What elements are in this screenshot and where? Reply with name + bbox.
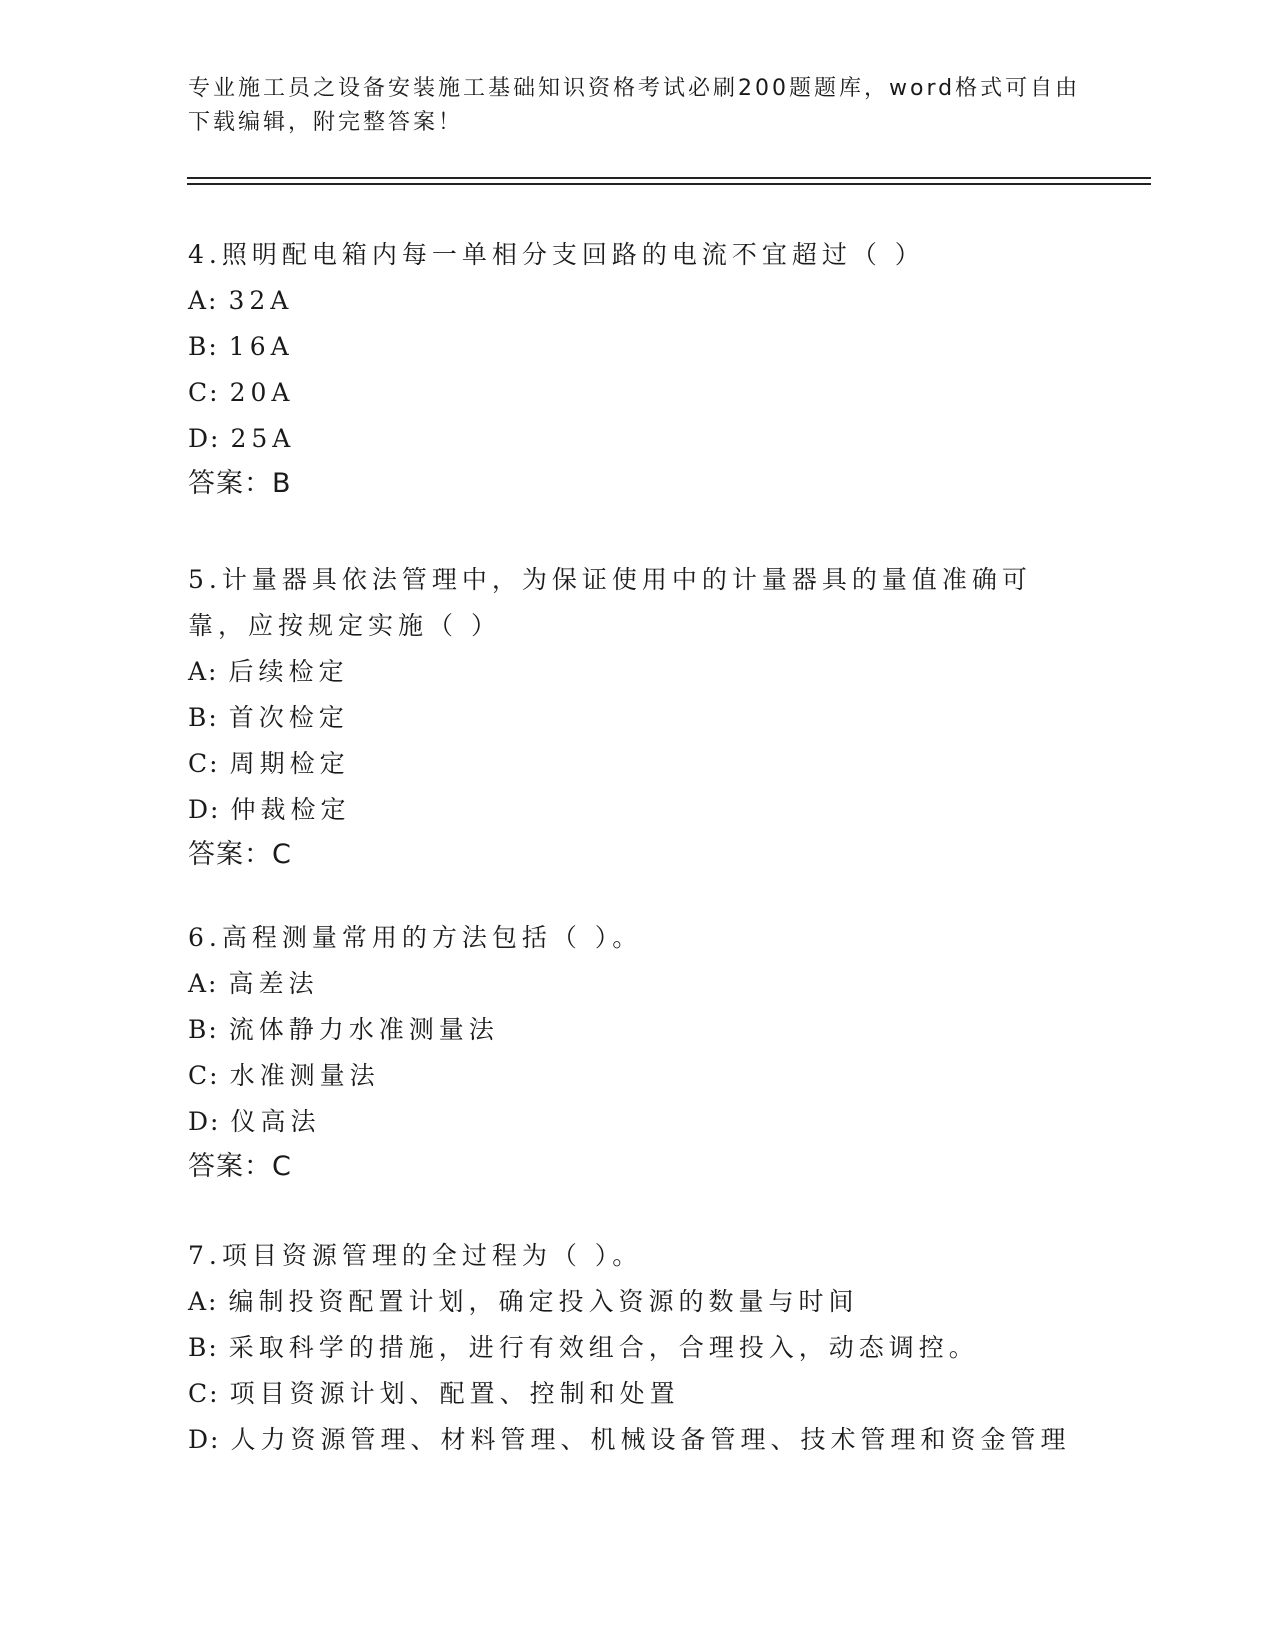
question-title: 6.高程测量常用的方法包括（ ）。	[188, 923, 643, 952]
option-letter: A:	[188, 969, 219, 998]
option-letter: A:	[188, 657, 219, 686]
option-text: 人力资源管理、材料管理、机械设备管理、技术管理和资金管理	[230, 1425, 1071, 1454]
question-title: 5.计量器具依法管理中，为保证使用中的计量器具的量值准确可靠，应按规定实施（ ）	[188, 565, 1032, 640]
question-block	[188, 232, 1088, 506]
option-letter: D:	[188, 795, 221, 824]
question-block	[188, 915, 1088, 1189]
option-text: 水准测量法	[229, 1061, 380, 1090]
option-text: 仪高法	[230, 1107, 321, 1136]
option-text: 采取科学的措施，进行有效组合，合理投入，动态调控。	[228, 1333, 979, 1362]
option-c	[188, 1371, 1088, 1417]
option-letter: B:	[188, 332, 219, 361]
option-b	[188, 1325, 1088, 1371]
document-header: 专业施工员之设备安装施工基础知识资格考试必刷200题题库，word格式可自由下载编辑，附完整答案！	[188, 76, 1081, 135]
header-divider-line-double	[187, 183, 1151, 185]
option-text: 后续检定	[228, 657, 349, 686]
option-letter: D:	[188, 424, 221, 453]
question-block	[188, 557, 1088, 877]
option-text: 项目资源计划、配置、控制和处置	[229, 1379, 680, 1408]
option-c	[188, 1053, 1088, 1099]
option-text: 流体静力水准测量法	[228, 1015, 499, 1044]
answer-line: 答案：C	[188, 839, 292, 870]
option-text: 仲裁检定	[230, 795, 351, 824]
option-letter: C:	[188, 749, 220, 778]
option-letter: B:	[188, 1333, 219, 1362]
option-text: 周期检定	[229, 749, 350, 778]
option-d	[188, 1417, 1088, 1463]
option-b	[188, 324, 1088, 370]
question-block	[188, 1233, 1088, 1463]
option-text: 32A	[228, 286, 294, 315]
option-d	[188, 416, 1088, 462]
option-letter: A:	[188, 1287, 219, 1316]
option-a	[188, 961, 1088, 1007]
option-letter: B:	[188, 703, 219, 732]
answer-line: 答案：B	[188, 468, 292, 499]
question-title: 4.照明配电箱内每一单相分支回路的电流不宜超过（ ）	[188, 240, 925, 269]
option-b	[188, 695, 1088, 741]
option-c	[188, 370, 1088, 416]
option-b	[188, 1007, 1088, 1053]
option-letter: B:	[188, 1015, 219, 1044]
option-d	[188, 787, 1088, 833]
option-d	[188, 1099, 1088, 1145]
option-a	[188, 649, 1088, 695]
option-a	[188, 1279, 1088, 1325]
option-letter: C:	[188, 1379, 220, 1408]
answer-line: 答案：C	[188, 1151, 292, 1182]
option-text: 高差法	[228, 969, 319, 998]
option-text: 编制投资配置计划，确定投入资源的数量与时间	[228, 1287, 859, 1316]
header-divider-line	[187, 177, 1151, 179]
question-title: 7.项目资源管理的全过程为（ ）。	[188, 1241, 643, 1270]
option-text: 首次检定	[228, 703, 349, 732]
option-letter: C:	[188, 1061, 220, 1090]
option-text: 25A	[230, 424, 296, 453]
option-letter: C:	[188, 378, 220, 407]
option-c	[188, 741, 1088, 787]
option-letter: D:	[188, 1425, 221, 1454]
option-text: 20A	[229, 378, 295, 407]
option-text: 16A	[228, 332, 294, 361]
option-letter: A:	[188, 286, 219, 315]
option-a	[188, 278, 1088, 324]
option-letter: D:	[188, 1107, 221, 1136]
